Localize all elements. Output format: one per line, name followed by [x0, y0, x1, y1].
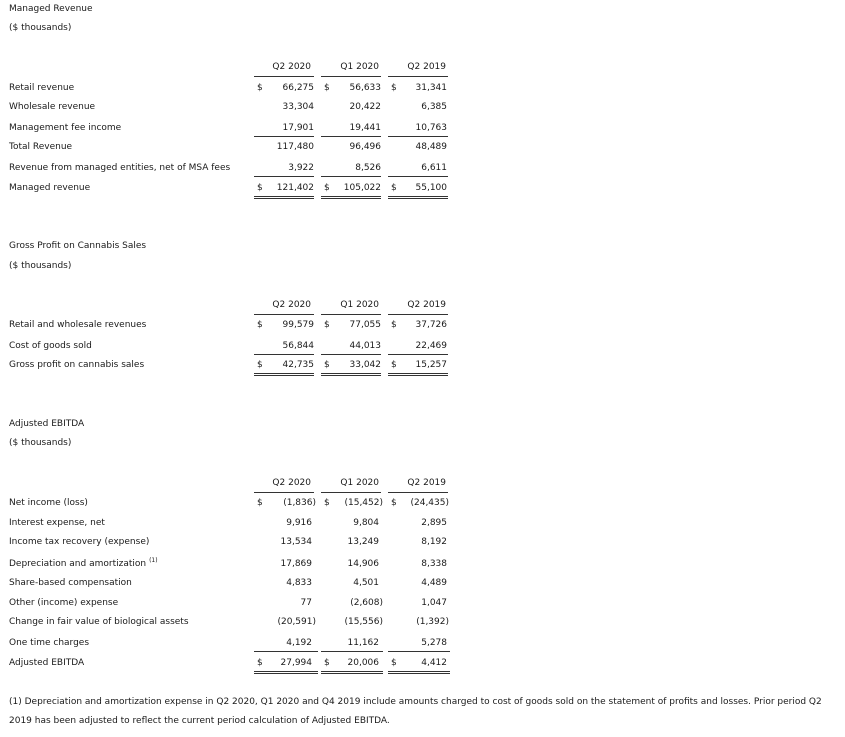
cell-value: 37,726: [415, 320, 447, 330]
cell-value: 13,534: [280, 537, 312, 547]
column-header: Q2 2019: [407, 478, 446, 488]
cell-value: 3,922: [288, 163, 314, 173]
row-label: Management fee income: [9, 123, 122, 133]
cell-value: 17,869: [280, 559, 312, 569]
cell-value: 4,192: [286, 638, 312, 648]
row-label: Other (income) expense: [9, 598, 119, 608]
row-label: Retail revenue: [9, 83, 75, 93]
currency-symbol: $: [324, 320, 330, 330]
row-label: Share-based compensation: [9, 578, 132, 588]
column-header: Q2 2020: [272, 62, 311, 72]
column-header: Q1 2020: [340, 300, 379, 310]
row-label: Retail and wholesale revenues: [9, 320, 147, 330]
section-title: Adjusted EBITDA: [9, 419, 85, 429]
currency-symbol: $: [257, 498, 263, 508]
currency-symbol: $: [391, 83, 397, 93]
row-label: One time charges: [9, 638, 90, 648]
cell-value: 77: [300, 598, 312, 608]
cell-value: 10,763: [415, 123, 447, 133]
currency-symbol: $: [257, 83, 263, 93]
cell-value: 20,006: [347, 658, 379, 668]
cell-value: 66,275: [282, 83, 314, 93]
cell-value: 31,341: [415, 83, 447, 93]
cell-value: (20,591): [277, 617, 316, 627]
currency-symbol: $: [391, 183, 397, 193]
cell-value: 8,192: [421, 537, 447, 547]
cell-value: 14,906: [347, 559, 379, 569]
cell-value: 33,304: [282, 102, 314, 112]
cell-value: 55,100: [415, 183, 447, 193]
cell-value: (15,452): [344, 498, 383, 508]
cell-value: 4,489: [421, 578, 447, 588]
column-header: Q1 2020: [340, 478, 379, 488]
currency-symbol: $: [391, 320, 397, 330]
row-label: Gross profit on cannabis sales: [9, 360, 145, 370]
currency-symbol: $: [324, 83, 330, 93]
footnote: (1) Depreciation and amortization expense in Q2 2020, Q1 2020 and Q4 2019 include amounts charged to cost of goods sold on the statement of profits and losses. Prior period Q2 2019 has been adjusted to reflect the current period calculation of Adjusted EBITDA.: [9, 697, 822, 726]
currency-symbol: $: [391, 658, 397, 668]
section-subtitle: ($ thousands): [9, 438, 72, 448]
currency-symbol: $: [391, 360, 397, 370]
cell-value: 77,055: [349, 320, 381, 330]
cell-value: 33,042: [349, 360, 381, 370]
section-title: Managed Revenue: [9, 4, 93, 14]
column-header: Q2 2019: [407, 300, 446, 310]
cell-value: 4,501: [353, 578, 379, 588]
cell-value: 4,412: [421, 658, 447, 668]
cell-value: 11,162: [347, 638, 379, 648]
cell-value: 42,735: [282, 360, 314, 370]
cell-value: 2,895: [421, 518, 447, 528]
row-label: Net income (loss): [9, 498, 88, 508]
row-label: Managed revenue: [9, 183, 91, 193]
row-label: Adjusted EBITDA: [9, 658, 85, 668]
row-label-text: Depreciation and amortization: [9, 559, 147, 569]
cell-value: 48,489: [415, 142, 447, 152]
footnote-reference: (1): [149, 557, 158, 564]
section-subtitle: ($ thousands): [9, 261, 72, 271]
cell-value: 1,047: [421, 598, 447, 608]
currency-symbol: $: [257, 183, 263, 193]
cell-value: 8,338: [421, 559, 447, 569]
column-header: Q2 2020: [272, 300, 311, 310]
section-subtitle: ($ thousands): [9, 23, 72, 33]
row-label: Wholesale revenue: [9, 102, 96, 112]
cell-value: 8,526: [355, 163, 381, 173]
cell-value: 9,804: [353, 518, 379, 528]
currency-symbol: $: [391, 498, 397, 508]
cell-value: 13,249: [347, 537, 379, 547]
row-label: Total Revenue: [9, 142, 73, 152]
cell-value: 99,579: [282, 320, 314, 330]
cell-value: 6,611: [421, 163, 447, 173]
cell-value: 20,422: [349, 102, 381, 112]
cell-value: 27,994: [280, 658, 312, 668]
currency-symbol: $: [324, 498, 330, 508]
cell-value: 5,278: [421, 638, 447, 648]
currency-symbol: $: [324, 360, 330, 370]
cell-value: (24,435): [410, 498, 449, 508]
cell-value: (1,392): [416, 617, 449, 627]
cell-value: (1,836): [283, 498, 316, 508]
cell-value: 105,022: [343, 183, 381, 193]
row-label: Interest expense, net: [9, 518, 105, 528]
row-label: Change in fair value of biological assets: [9, 617, 189, 627]
cell-value: 15,257: [415, 360, 447, 370]
cell-value: 22,469: [415, 341, 447, 351]
cell-value: 17,901: [282, 123, 314, 133]
cell-value: 56,844: [282, 341, 314, 351]
cell-value: 56,633: [349, 83, 381, 93]
cell-value: 44,013: [349, 341, 381, 351]
column-header: Q2 2020: [272, 478, 311, 488]
row-label: Revenue from managed entities, net of MSA fees: [9, 163, 231, 173]
cell-value: 9,916: [286, 518, 312, 528]
cell-value: 19,441: [349, 123, 381, 133]
cell-value: 4,833: [286, 578, 312, 588]
currency-symbol: $: [324, 658, 330, 668]
cell-value: (2,608): [350, 598, 383, 608]
currency-symbol: $: [257, 360, 263, 370]
cell-value: 96,496: [349, 142, 381, 152]
cell-value: 121,402: [276, 183, 314, 193]
row-label: Income tax recovery (expense): [9, 537, 150, 547]
currency-symbol: $: [257, 658, 263, 668]
currency-symbol: $: [257, 320, 263, 330]
currency-symbol: $: [324, 183, 330, 193]
cell-value: (15,556): [344, 617, 383, 627]
cell-value: 117,480: [276, 142, 314, 152]
row-label: Cost of goods sold: [9, 341, 92, 351]
section-title: Gross Profit on Cannabis Sales: [9, 241, 147, 251]
row-label: [9, 559, 158, 569]
column-header: Q1 2020: [340, 62, 379, 72]
cell-value: 6,385: [421, 102, 447, 112]
column-header: Q2 2019: [407, 62, 446, 72]
